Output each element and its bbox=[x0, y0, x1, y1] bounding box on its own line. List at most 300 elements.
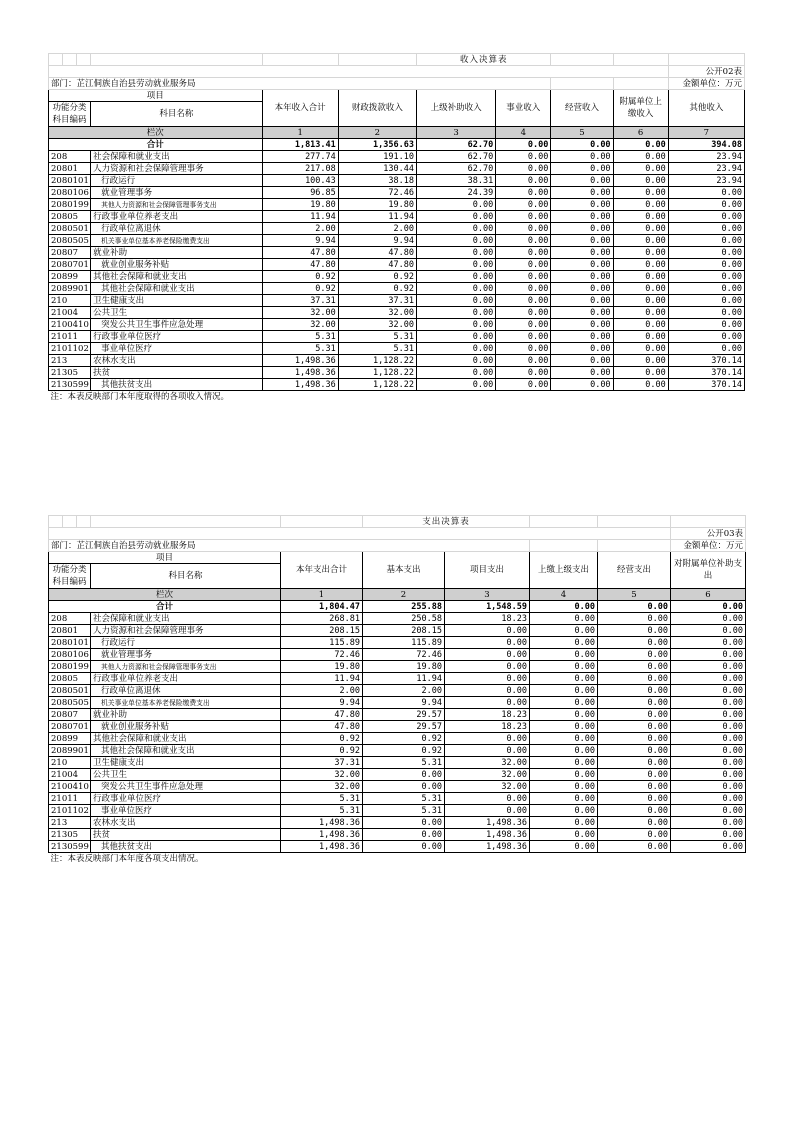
expense-unit: 金额单位：万元 bbox=[671, 540, 746, 552]
income-table-row bbox=[49, 223, 745, 235]
expense-row-value: 29.57 bbox=[363, 709, 445, 721]
income-col-header: 经营收入 bbox=[551, 90, 613, 127]
expense-row-value: 250.58 bbox=[363, 613, 445, 625]
expense-row-code: 21305 bbox=[49, 829, 91, 841]
income-row-value: 0.00 bbox=[496, 283, 551, 295]
income-row-value: 1,498.36 bbox=[262, 355, 338, 367]
expense-row-value: 268.81 bbox=[281, 613, 363, 625]
expense-row-value: 0.00 bbox=[598, 649, 671, 661]
expense-row-value: 0.00 bbox=[671, 673, 746, 685]
income-table-row bbox=[49, 211, 745, 223]
income-table-row bbox=[49, 379, 745, 391]
income-row-value: 0.00 bbox=[551, 367, 613, 379]
income-table-row bbox=[49, 307, 745, 319]
expense-row-value: 0.00 bbox=[530, 745, 598, 757]
income-table-row bbox=[49, 151, 745, 163]
expense-total-cell: 255.88 bbox=[363, 601, 445, 613]
expense-row-value: 0.00 bbox=[363, 841, 445, 853]
expense-row-name: 人力资源和社会保障管理事务 bbox=[91, 625, 281, 637]
expense-row-code: 2130599 bbox=[49, 841, 91, 853]
income-row-value: 23.94 bbox=[668, 163, 744, 175]
expense-total-cell: 0.00 bbox=[598, 601, 671, 613]
income-name-header: 科目名称 bbox=[91, 102, 262, 127]
expense-code-header: 功能分类科目编码 bbox=[49, 564, 91, 589]
expense-row-value: 11.94 bbox=[281, 673, 363, 685]
expense-row-value: 32.00 bbox=[445, 781, 530, 793]
income-row-value: 0.00 bbox=[668, 187, 744, 199]
income-row-value: 23.94 bbox=[668, 175, 744, 187]
expense-row-name: 行政事业单位医疗 bbox=[91, 793, 281, 805]
income-total-cell: 0.00 bbox=[496, 139, 551, 151]
expense-row-value: 0.00 bbox=[671, 829, 746, 841]
expense-row-value: 0.00 bbox=[363, 781, 445, 793]
income-table bbox=[48, 53, 745, 402]
expense-row-value: 0.00 bbox=[598, 661, 671, 673]
expense-table-row bbox=[49, 673, 746, 685]
expense-total-cell: 1,804.47 bbox=[281, 601, 363, 613]
income-row-code: 213 bbox=[49, 355, 91, 367]
expense-row-value: 2.00 bbox=[281, 685, 363, 697]
expense-row-value: 0.00 bbox=[598, 685, 671, 697]
expense-row-value: 0.00 bbox=[598, 709, 671, 721]
expense-row-value: 0.00 bbox=[530, 697, 598, 709]
expense-table-row bbox=[49, 733, 746, 745]
expense-row-value: 18.23 bbox=[445, 613, 530, 625]
expense-row-value: 0.92 bbox=[363, 745, 445, 757]
income-row-value: 0.00 bbox=[551, 151, 613, 163]
income-row-code: 2080505 bbox=[49, 235, 91, 247]
expense-table-row bbox=[49, 745, 746, 757]
income-row-code: 21004 bbox=[49, 307, 91, 319]
expense-row-value: 1,498.36 bbox=[445, 841, 530, 853]
expense-row-value: 0.00 bbox=[530, 625, 598, 637]
expense-table-row bbox=[49, 613, 746, 625]
income-row-value: 0.00 bbox=[551, 187, 613, 199]
income-row-value: 0.00 bbox=[417, 211, 496, 223]
expense-table-row bbox=[49, 781, 746, 793]
income-row-value: 0.00 bbox=[417, 367, 496, 379]
expense-row-value: 0.00 bbox=[530, 613, 598, 625]
expense-row-name: 卫生健康支出 bbox=[91, 757, 281, 769]
expense-lanci-cell: 2 bbox=[363, 589, 445, 601]
income-row-code: 2080501 bbox=[49, 223, 91, 235]
expense-row-code: 2101102 bbox=[49, 805, 91, 817]
income-table-row bbox=[49, 319, 745, 331]
expense-table-row bbox=[49, 757, 746, 769]
income-row-value: 0.00 bbox=[496, 355, 551, 367]
income-table-row bbox=[49, 367, 745, 379]
expense-row-value: 0.00 bbox=[598, 637, 671, 649]
expense-row-code: 20899 bbox=[49, 733, 91, 745]
expense-row-name: 就业补助 bbox=[91, 709, 281, 721]
expense-row-value: 0.00 bbox=[671, 637, 746, 649]
income-row-name: 突发公共卫生事件应急处理 bbox=[91, 319, 262, 331]
income-row-value: 1,128.22 bbox=[338, 355, 416, 367]
income-row-value: 37.31 bbox=[262, 295, 338, 307]
expense-row-name: 突发公共卫生事件应急处理 bbox=[91, 781, 281, 793]
income-row-value: 0.00 bbox=[417, 223, 496, 235]
expense-row-value: 0.00 bbox=[598, 697, 671, 709]
income-row-value: 62.70 bbox=[417, 163, 496, 175]
income-row-value: 277.74 bbox=[262, 151, 338, 163]
expense-col-header: 经营支出 bbox=[598, 552, 671, 589]
income-rows bbox=[49, 151, 745, 391]
expense-row-value: 0.00 bbox=[598, 721, 671, 733]
income-total-cell: 394.08 bbox=[668, 139, 744, 151]
income-row-value: 0.00 bbox=[496, 271, 551, 283]
expense-row-name: 其他人力资源和社会保障管理事务支出 bbox=[91, 661, 281, 673]
expense-row-value: 29.57 bbox=[363, 721, 445, 733]
income-row-value: 0.00 bbox=[496, 223, 551, 235]
income-table-row bbox=[49, 331, 745, 343]
income-row-value: 0.00 bbox=[613, 151, 668, 163]
expense-row-name: 就业管理事务 bbox=[91, 649, 281, 661]
income-lanci-cell: 2 bbox=[338, 127, 416, 139]
expense-rows bbox=[49, 613, 746, 853]
expense-lanci-cell: 1 bbox=[281, 589, 363, 601]
income-row-value: 0.00 bbox=[613, 163, 668, 175]
income-row-value: 0.00 bbox=[613, 199, 668, 211]
income-table-row bbox=[49, 163, 745, 175]
income-row-name: 其他扶贫支出 bbox=[91, 379, 262, 391]
expense-row-value: 72.46 bbox=[281, 649, 363, 661]
expense-row-value: 0.00 bbox=[363, 769, 445, 781]
income-row-value: 0.00 bbox=[668, 343, 744, 355]
income-row-value: 0.00 bbox=[551, 247, 613, 259]
expense-row-value: 0.00 bbox=[598, 625, 671, 637]
income-row-code: 2089901 bbox=[49, 283, 91, 295]
expense-row-value: 0.00 bbox=[671, 625, 746, 637]
income-lanci-cell: 6 bbox=[613, 127, 668, 139]
expense-row-value: 32.00 bbox=[445, 757, 530, 769]
expense-total-cell: 1,548.59 bbox=[445, 601, 530, 613]
expense-row-value: 0.00 bbox=[445, 685, 530, 697]
expense-row-value: 0.00 bbox=[671, 733, 746, 745]
expense-row-name: 社会保障和就业支出 bbox=[91, 613, 281, 625]
income-row-name: 卫生健康支出 bbox=[91, 295, 262, 307]
income-row-value: 0.00 bbox=[551, 223, 613, 235]
income-row-value: 370.14 bbox=[668, 355, 744, 367]
income-row-code: 2101102 bbox=[49, 343, 91, 355]
income-row-value: 0.00 bbox=[417, 355, 496, 367]
expense-row-value: 0.00 bbox=[530, 781, 598, 793]
income-row-value: 0.00 bbox=[496, 295, 551, 307]
income-row-code: 2130599 bbox=[49, 379, 91, 391]
expense-table-row bbox=[49, 841, 746, 853]
expense-row-value: 72.46 bbox=[363, 649, 445, 661]
expense-row-value: 0.00 bbox=[445, 625, 530, 637]
income-row-value: 0.00 bbox=[551, 163, 613, 175]
income-row-value: 0.00 bbox=[551, 307, 613, 319]
income-row-name: 其他社会保障和就业支出 bbox=[91, 271, 262, 283]
income-total-cell: 0.00 bbox=[613, 139, 668, 151]
income-lanci-cell: 3 bbox=[417, 127, 496, 139]
expense-row-value: 0.00 bbox=[671, 721, 746, 733]
income-row-value: 0.00 bbox=[417, 319, 496, 331]
income-item-header: 项目 bbox=[49, 90, 263, 102]
expense-row-value: 0.00 bbox=[445, 673, 530, 685]
income-row-value: 0.00 bbox=[551, 211, 613, 223]
income-title: 收入决算表 bbox=[417, 54, 551, 66]
expense-row-value: 5.31 bbox=[281, 805, 363, 817]
income-row-value: 0.00 bbox=[668, 271, 744, 283]
expense-row-value: 0.00 bbox=[530, 733, 598, 745]
expense-row-value: 2.00 bbox=[363, 685, 445, 697]
income-row-value: 100.43 bbox=[262, 175, 338, 187]
expense-row-value: 0.00 bbox=[530, 829, 598, 841]
income-row-value: 0.00 bbox=[613, 235, 668, 247]
income-row-value: 9.94 bbox=[262, 235, 338, 247]
income-row-value: 0.00 bbox=[613, 379, 668, 391]
expense-row-value: 0.00 bbox=[598, 757, 671, 769]
income-total-cell: 1,356.63 bbox=[338, 139, 416, 151]
expense-row-value: 0.00 bbox=[671, 745, 746, 757]
income-row-value: 0.00 bbox=[668, 295, 744, 307]
expense-row-value: 0.00 bbox=[671, 793, 746, 805]
expense-row-code: 2080501 bbox=[49, 685, 91, 697]
income-table-row bbox=[49, 199, 745, 211]
income-row-value: 0.00 bbox=[668, 247, 744, 259]
income-row-value: 0.00 bbox=[668, 259, 744, 271]
income-row-value: 217.08 bbox=[262, 163, 338, 175]
expense-row-code: 2080106 bbox=[49, 649, 91, 661]
income-row-code: 2080199 bbox=[49, 199, 91, 211]
income-row-code: 2080106 bbox=[49, 187, 91, 199]
expense-lanci-cell: 5 bbox=[598, 589, 671, 601]
expense-col-header: 本年支出合计 bbox=[281, 552, 363, 589]
income-row-code: 20805 bbox=[49, 211, 91, 223]
income-row-value: 0.00 bbox=[417, 235, 496, 247]
income-row-value: 9.94 bbox=[338, 235, 416, 247]
expense-row-value: 0.00 bbox=[598, 781, 671, 793]
income-row-value: 0.00 bbox=[496, 343, 551, 355]
income-row-value: 0.00 bbox=[613, 223, 668, 235]
income-lanci-cell: 5 bbox=[551, 127, 613, 139]
income-row-value: 11.94 bbox=[262, 211, 338, 223]
income-row-value: 0.00 bbox=[417, 271, 496, 283]
income-row-value: 0.00 bbox=[668, 319, 744, 331]
expense-row-value: 0.00 bbox=[363, 829, 445, 841]
income-total-cell: 0.00 bbox=[551, 139, 613, 151]
expense-row-name: 行政单位离退休 bbox=[91, 685, 281, 697]
expense-table-row bbox=[49, 649, 746, 661]
expense-row-value: 0.00 bbox=[598, 817, 671, 829]
income-row-value: 0.00 bbox=[668, 199, 744, 211]
expense-row-value: 0.00 bbox=[671, 697, 746, 709]
expense-row-name: 行政事业单位养老支出 bbox=[91, 673, 281, 685]
income-row-name: 行政事业单位医疗 bbox=[91, 331, 262, 343]
income-row-value: 0.00 bbox=[417, 379, 496, 391]
expense-row-name: 扶贫 bbox=[91, 829, 281, 841]
expense-row-value: 1,498.36 bbox=[281, 829, 363, 841]
expense-row-code: 210 bbox=[49, 757, 91, 769]
income-row-value: 47.80 bbox=[338, 247, 416, 259]
expense-row-value: 0.00 bbox=[530, 769, 598, 781]
expense-row-value: 0.92 bbox=[281, 745, 363, 757]
income-row-value: 37.31 bbox=[338, 295, 416, 307]
income-row-code: 2080101 bbox=[49, 175, 91, 187]
income-row-value: 130.44 bbox=[338, 163, 416, 175]
income-row-value: 0.00 bbox=[551, 235, 613, 247]
income-row-value: 47.80 bbox=[262, 259, 338, 271]
expense-row-code: 20807 bbox=[49, 709, 91, 721]
expense-row-value: 0.00 bbox=[671, 661, 746, 673]
expense-row-name: 行政运行 bbox=[91, 637, 281, 649]
expense-row-value: 11.94 bbox=[363, 673, 445, 685]
expense-statement-sheet bbox=[48, 515, 745, 864]
income-col-header: 本年收入合计 bbox=[262, 90, 338, 127]
income-row-name: 就业管理事务 bbox=[91, 187, 262, 199]
expense-lanci-cell: 4 bbox=[530, 589, 598, 601]
income-row-value: 0.00 bbox=[496, 331, 551, 343]
expense-table bbox=[48, 515, 746, 864]
income-statement-sheet bbox=[48, 53, 745, 402]
income-row-value: 0.00 bbox=[496, 319, 551, 331]
income-row-value: 0.00 bbox=[417, 283, 496, 295]
expense-row-code: 21011 bbox=[49, 793, 91, 805]
income-row-value: 0.00 bbox=[551, 271, 613, 283]
income-table-row bbox=[49, 343, 745, 355]
expense-note: 注：本表反映部门本年度各项支出情况。 bbox=[49, 853, 746, 865]
income-row-value: 19.80 bbox=[338, 199, 416, 211]
expense-lanci-cell: 3 bbox=[445, 589, 530, 601]
income-row-value: 0.00 bbox=[496, 187, 551, 199]
income-row-value: 0.92 bbox=[338, 283, 416, 295]
income-row-value: 0.00 bbox=[613, 259, 668, 271]
income-row-value: 47.80 bbox=[262, 247, 338, 259]
expense-col-header: 上缴上级支出 bbox=[530, 552, 598, 589]
income-row-value: 0.00 bbox=[668, 307, 744, 319]
income-row-value: 0.00 bbox=[551, 379, 613, 391]
income-row-value: 0.00 bbox=[613, 319, 668, 331]
income-row-value: 0.92 bbox=[262, 283, 338, 295]
expense-table-row bbox=[49, 685, 746, 697]
expense-row-value: 5.31 bbox=[363, 805, 445, 817]
expense-row-value: 18.23 bbox=[445, 721, 530, 733]
income-row-code: 2100410 bbox=[49, 319, 91, 331]
expense-row-value: 32.00 bbox=[281, 781, 363, 793]
expense-row-value: 0.00 bbox=[598, 745, 671, 757]
expense-row-value: 208.15 bbox=[363, 625, 445, 637]
income-row-code: 20807 bbox=[49, 247, 91, 259]
income-table-row bbox=[49, 355, 745, 367]
expense-row-value: 115.89 bbox=[363, 637, 445, 649]
income-row-value: 0.00 bbox=[496, 175, 551, 187]
income-row-value: 11.94 bbox=[338, 211, 416, 223]
income-table-row bbox=[49, 187, 745, 199]
expense-table-row bbox=[49, 661, 746, 673]
expense-table-row bbox=[49, 817, 746, 829]
income-row-value: 96.85 bbox=[262, 187, 338, 199]
expense-row-value: 0.00 bbox=[530, 793, 598, 805]
expense-row-value: 0.00 bbox=[671, 649, 746, 661]
expense-row-value: 0.00 bbox=[530, 685, 598, 697]
income-col-header: 财政拨款收入 bbox=[338, 90, 416, 127]
income-row-value: 0.00 bbox=[613, 355, 668, 367]
income-row-name: 人力资源和社会保障管理事务 bbox=[91, 163, 262, 175]
expense-row-value: 0.00 bbox=[530, 817, 598, 829]
expense-row-value: 0.00 bbox=[598, 805, 671, 817]
expense-row-value: 0.00 bbox=[445, 649, 530, 661]
income-unit: 金额单位：万元 bbox=[668, 78, 744, 90]
expense-row-value: 0.00 bbox=[445, 793, 530, 805]
income-col-header: 事业收入 bbox=[496, 90, 551, 127]
expense-row-value: 1,498.36 bbox=[445, 817, 530, 829]
expense-item-header: 项目 bbox=[49, 552, 281, 564]
expense-row-code: 21004 bbox=[49, 769, 91, 781]
income-row-value: 0.00 bbox=[496, 259, 551, 271]
income-row-name: 其他社会保障和就业支出 bbox=[91, 283, 262, 295]
expense-row-value: 0.00 bbox=[671, 805, 746, 817]
expense-col-header: 对附属单位补助支出 bbox=[671, 552, 746, 589]
expense-row-code: 208 bbox=[49, 613, 91, 625]
income-row-code: 20801 bbox=[49, 163, 91, 175]
income-row-value: 0.00 bbox=[551, 295, 613, 307]
expense-row-value: 0.00 bbox=[598, 829, 671, 841]
income-row-value: 0.92 bbox=[338, 271, 416, 283]
expense-row-value: 0.00 bbox=[445, 745, 530, 757]
income-row-value: 0.00 bbox=[668, 235, 744, 247]
income-total-label: 合计 bbox=[49, 139, 263, 151]
income-row-value: 32.00 bbox=[338, 307, 416, 319]
expense-row-name: 其他社会保障和就业支出 bbox=[91, 733, 281, 745]
income-row-value: 0.00 bbox=[551, 199, 613, 211]
expense-row-value: 0.00 bbox=[530, 661, 598, 673]
income-row-code: 210 bbox=[49, 295, 91, 307]
income-row-name: 事业单位医疗 bbox=[91, 343, 262, 355]
expense-row-value: 5.31 bbox=[363, 793, 445, 805]
expense-table-row bbox=[49, 697, 746, 709]
income-row-value: 370.14 bbox=[668, 379, 744, 391]
expense-row-value: 0.00 bbox=[598, 769, 671, 781]
income-row-value: 1,128.22 bbox=[338, 367, 416, 379]
expense-table-row bbox=[49, 637, 746, 649]
income-row-value: 0.00 bbox=[613, 367, 668, 379]
income-row-value: 2.00 bbox=[338, 223, 416, 235]
expense-row-value: 0.00 bbox=[671, 841, 746, 853]
expense-row-value: 0.00 bbox=[445, 805, 530, 817]
expense-table-row bbox=[49, 709, 746, 721]
income-row-value: 23.94 bbox=[668, 151, 744, 163]
income-lanci-cell: 1 bbox=[262, 127, 338, 139]
expense-row-name: 机关事业单位基本养老保险缴费支出 bbox=[91, 697, 281, 709]
income-row-value: 5.31 bbox=[262, 343, 338, 355]
income-row-value: 47.80 bbox=[338, 259, 416, 271]
income-table-row bbox=[49, 235, 745, 247]
income-row-name: 就业补助 bbox=[91, 247, 262, 259]
expense-row-value: 0.00 bbox=[530, 721, 598, 733]
expense-total-cell: 0.00 bbox=[671, 601, 746, 613]
expense-col-header: 基本支出 bbox=[363, 552, 445, 589]
expense-row-value: 0.00 bbox=[530, 649, 598, 661]
income-row-value: 0.00 bbox=[417, 343, 496, 355]
income-row-value: 0.00 bbox=[551, 343, 613, 355]
income-row-value: 0.00 bbox=[551, 283, 613, 295]
expense-row-code: 2089901 bbox=[49, 745, 91, 757]
income-col-header: 其他收入 bbox=[668, 90, 744, 127]
income-row-value: 0.00 bbox=[668, 223, 744, 235]
expense-row-value: 5.31 bbox=[363, 757, 445, 769]
expense-row-value: 0.00 bbox=[445, 733, 530, 745]
income-row-value: 0.00 bbox=[613, 343, 668, 355]
income-row-value: 0.00 bbox=[613, 283, 668, 295]
income-row-value: 0.00 bbox=[496, 151, 551, 163]
income-row-value: 0.00 bbox=[417, 307, 496, 319]
income-row-code: 208 bbox=[49, 151, 91, 163]
expense-table-row bbox=[49, 769, 746, 781]
expense-lanci-label: 栏次 bbox=[49, 589, 281, 601]
income-row-code: 20899 bbox=[49, 271, 91, 283]
